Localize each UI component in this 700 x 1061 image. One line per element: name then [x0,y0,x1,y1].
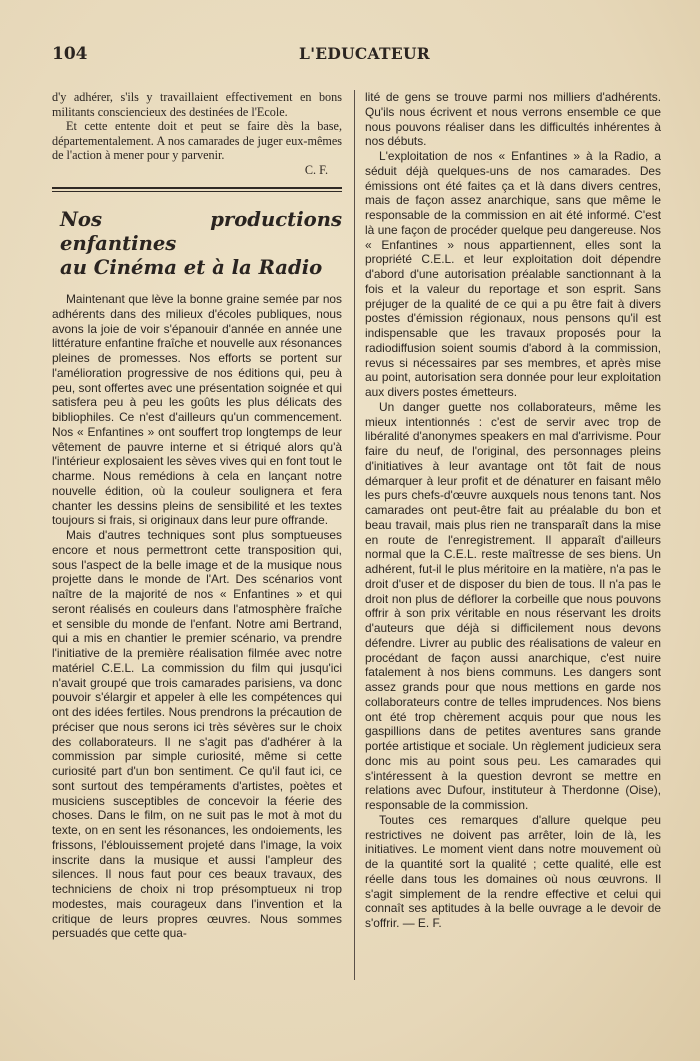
article-title [60,208,342,280]
article-title-line: au Cinéma et à la Radio [60,256,323,279]
article-paragraph: Toutes ces remarques d'allure quelque peu restrictives ne doivent pas arrêter, loin de là, les initiatives. Le moment vient dans notre mouvement où de la quantité sort la qualité ; cette qualité, elle est réelle dans tous les domaines où nous œuvrons. Il s'agit simplement de la rendre effective et celui qui connaît ses aptitudes à la belle ouvrage a le devoir de s'offrir. — E. F. [365,812,661,930]
right-column [361,90,661,980]
intro-paragraph: Et cette entente doit et peut se faire dès la base, départementalement. A nos camarades de juger eux-mêmes de l'action à mener pour y parvenir. [52,119,342,162]
article-paragraph: lité de gens se trouve parmi nos milliers d'adhérents. Qu'ils nous écrivent et nous verrons ensemble ce que nous pouvons réaliser dans les difficultés inhérentes à nos débuts. [365,90,661,149]
article-title-line: Nos productions enfantines [60,208,342,255]
text-columns [52,90,662,980]
article-paragraph: Mais d'autres techniques sont plus somptueuses encore et nous permettront cette transposition qui, sous l'aspect de la belle image et de la musique nous projette dans le monde de l'Art. Des scénarios vont naître de la majorité de nos « Enfantines » et qui seront réalisés en couleurs dans l'atmosphère fraîche et sensible du monde de l'enfant. Notre ami Bertrand, qui a mis en chantier le premier scénario, va prendre l'initiative de la première réalisation filmée avec notre matériel C.E.L. La commission du film qui jusqu'ici n'avait groupé que trois camarades parisiens, va donc pouvoir s'élargir et appeler à elle les compétences qui ont des idées fertiles. Nous prendrons la précaution de préciser que nous serons ici très sévères sur le choix des collaborateurs. Il ne s'agit pas d'adhérer à la commission par simple curiosité, même si cette curiosité part d'un bon sentiment. Ce qu'il faut ici, ce sont surtout des tempéraments d'artistes, poètes et musiciens susceptibles de concevoir la féerie des choses. Dans le film, on ne suit pas le mot à mot du texte, on en sent les résonances, les ondoiements, les frissons, l'éblouissement projeté dans l'image, la voix inscrite dans la musique et aussi l'ampleur des silences. Il nous faut pour ces beaux travaux, des techniciens de choix ni trop présomptueux ni trop modestes, mais courageux dans l'invention et la critique de leurs propres œuvres. Nous sommes persuadés que cette qua- [52,528,342,941]
page-header [52,44,662,74]
page-number: 104 [52,44,88,64]
left-column [52,90,348,980]
journal-title: L'EDUCATEUR [299,44,430,63]
intro-paragraph: d'y adhérer, s'ils y travaillaient effectivement en bons militants consciencieux des destinées de l'Ecole. [52,90,342,119]
intro-signature: C. F. [304,162,328,177]
section-divider [52,187,342,192]
article-paragraph: L'exploitation de nos « Enfantines » à la Radio, a séduit déjà quelques-uns de nos camarades. Des émissions ont été faites ça et là dans divers centres, mais de façon assez anarchique, sans que même le responsable de la commission en ait été informé. C'est là une façon de procéder quelque peu dangereuse. Nos « Enfantines » nous appartiennent, elles sont la propriété C.E.L. et leur exploitation doit dépendre d'abord d'une autorisation préalable sanctionnant à la fois et la valeur du reportage et son esprit. Sans préjuger de la qualité de ce qui a pu être fait à divers postes d'émission régionaux, nous pensons qu'il est indispensable que les travaux proposés pour la radiodiffusion soient soumis d'abord à la commission, revus si nécessaires par ses membres, et après mise au point, autorisation sera donnée pour leur exploitation aux divers postes émetteurs. [365,149,661,399]
column-divider [354,90,355,980]
article-paragraph: Un danger guette nos collaborateurs, même les mieux intentionnés : c'est de servir avec trop de libéralité d'anonymes speakers en mal d'arrivisme. Pour faire du neuf, de l'original, des personnages pleins d'initiatives à leur avantage ont tôt fait de nous démarquer à leur profit et de dénaturer en faisant mêlo les purs chefs-d'œuvre auxquels nous tenons tant. Nos camarades ont peut-être fait au préalable du bon et beau travail, mais plus rien ne transparaît dans la mise en route de l'enregistrement. Il apparaît d'ailleurs normal que la C.E.L. reste maîtresse de ses biens. Un adhérent, fut-il le plus méritoire en la matière, n'a pas le droit d'user et de disposer du bien de tous. Il n'a pas le droit non plus de déflorer la corbeille que nous pouvons offrir à son prix véritable en nous réservant les droits d'auteurs que déjà si difficilement nous devons défendre. Livrer au public des réalisations de valeur en procédant de façon aussi anarchique, c'est nuire fatalement à nos biens communs. Les dangers sont assez grands pour que nous mettions en garde nos collaborateurs contre de telles imprudences. Nos biens ont été trop chèrement acquis pour que nous les gaspillions dans de petites aventures sans grande portée artistique et sociale. Un règlement judicieux sera donc mis au point sous peu. Les camarades qui s'intéressent à la question devront se mettre en relations avec Dufour, instituteur à Therdonne (Oise), responsable de la commission. [365,399,661,812]
article-paragraph: Maintenant que lève la bonne graine semée par nos adhérents dans des milieux d'écoles publiques, nous avons la joie de voir s'épanouir d'année en année une littérature enfantine fraîche et nouvelle aux résonances pleines de promesses. Nos efforts se portent sur l'amélioration progressive de nos éditions qui, peu à peu, sont offertes avec une présentation soignée et qui satisfera peu à peu les goûts les plus délicats des bibliophiles. Ce n'est d'ailleurs qu'un commencement. Nos « Enfantines » ont souffert trop longtemps de leur vêtement de pauvre interne et si étriqué alors qu'à l'intérieur explosaient les sèves vives qui en font tout le charme. Nous remédions à cela en lançant notre nouvelle édition, où la couleur soulignera et fera chanter les dessins pleins de sensibilité et les textes toujours si frais, si originaux dans leur pure offrande. [52,292,342,528]
intro-section [52,90,342,177]
